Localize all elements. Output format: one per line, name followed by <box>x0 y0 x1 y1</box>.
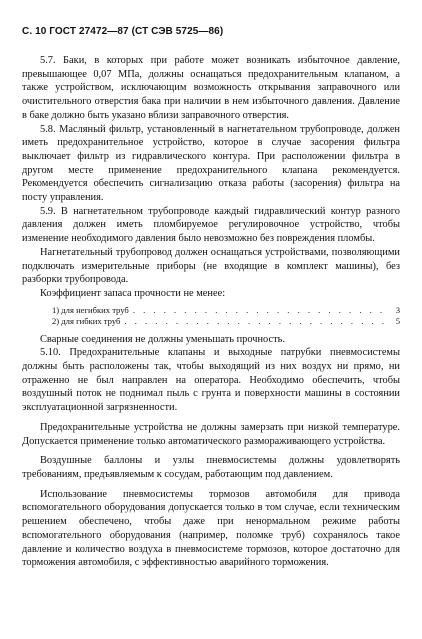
list-item <box>52 305 400 316</box>
paragraph-welds: Сварные соединения не должны уменьшать прочность. <box>40 333 285 345</box>
list-item-value: 5 <box>395 315 400 326</box>
paragraph-pipeline: Нагнетательный трубопровод должен оснащаться устройствами, позволяющими подключать измерительные приборы (не входящие в комплект машины), без разборки трубопровода. <box>22 246 400 286</box>
paragraph-safety-factor: Коэффициент запаса прочности не менее: <box>40 287 226 299</box>
paragraph-freezing: Предохранительные устройства не должны замерзать при низкой температуре. Допускается применение только автоматического размораживающего устройства. <box>22 421 400 447</box>
list-item-label: 1) для негибких труб <box>52 304 129 315</box>
paragraph-cylinders: Воздушные баллоны и узлы пневмосистемы должны удовлетворять требованиям, предъявляемым к сосудам, работающим под давлением. <box>22 455 400 480</box>
list-item-value: 3 <box>395 304 400 315</box>
paragraph-brakes: Использование пневмосистемы тормозов автомобиля для привода вспомогательного оборудования допускается только в том случае, если техническим решением обеспечено, чтобы даже при ненормальном режиме работы вспомогательного оборудования (например, поломке труб) сохранялось такое давление и количество воздуха в пневмосистеме тормозов, которое достаточно для торможения автомобиля, с эффективностью аварийного торможения. <box>22 488 400 569</box>
safety-factor-list <box>52 305 400 327</box>
paragraph-5-10: 5.10. Предохранительные клапаны и выходные патрубки пневмосистемы должны быть расположены так, чтобы выходящий из них воздух ни прямо, ни отраженно не был направлен на оператора. Необходимо обеспечить, чтобы воздушный поток не поднимал пыль с грунта и поверхности машины в состоянии эксплуатационной загрязненности. <box>22 347 400 414</box>
paragraph-5-9: 5.9. В нагнетательном трубопроводе каждый гидравлический контур разного давления должен иметь пломбируемое регулировочное устройство, чтобы изменение необходимого давления было невозможно без повреждения пломбы. <box>22 205 400 245</box>
paragraph-5-7: 5.7. Баки, в которых при работе может возникать избыточное давление, превышающее 0,07 МПа, должны оснащаться предохранительным клапаном, а также устройством, исключающим возможность открывания заправочного или очистительного отверстия бака при наличии в нем избыточного давления. Давление в баке должно быть указано вблизи заправочного отверстия. <box>22 55 400 121</box>
paragraph-5-8: 5.8. Масляный фильтр, установленный в нагнетательном трубопроводе, должен иметь предохранительное устройство, которое в случае засорения фильтра выключает фильтр из гидравлического контура. При расположении фильтра в другом месте применение предохранительного клапана рекомендуется. Рекомендуется обеспечить сигнализацию отказа работы (засорения) фильтра на посту управления. <box>22 123 400 204</box>
page-header: С. 10 ГОСТ 27472—87 (СТ СЭВ 5725—86) <box>22 26 224 37</box>
list-item-label: 2) для гибких труб <box>52 315 121 326</box>
document-body <box>22 54 400 570</box>
list-item <box>52 316 400 327</box>
